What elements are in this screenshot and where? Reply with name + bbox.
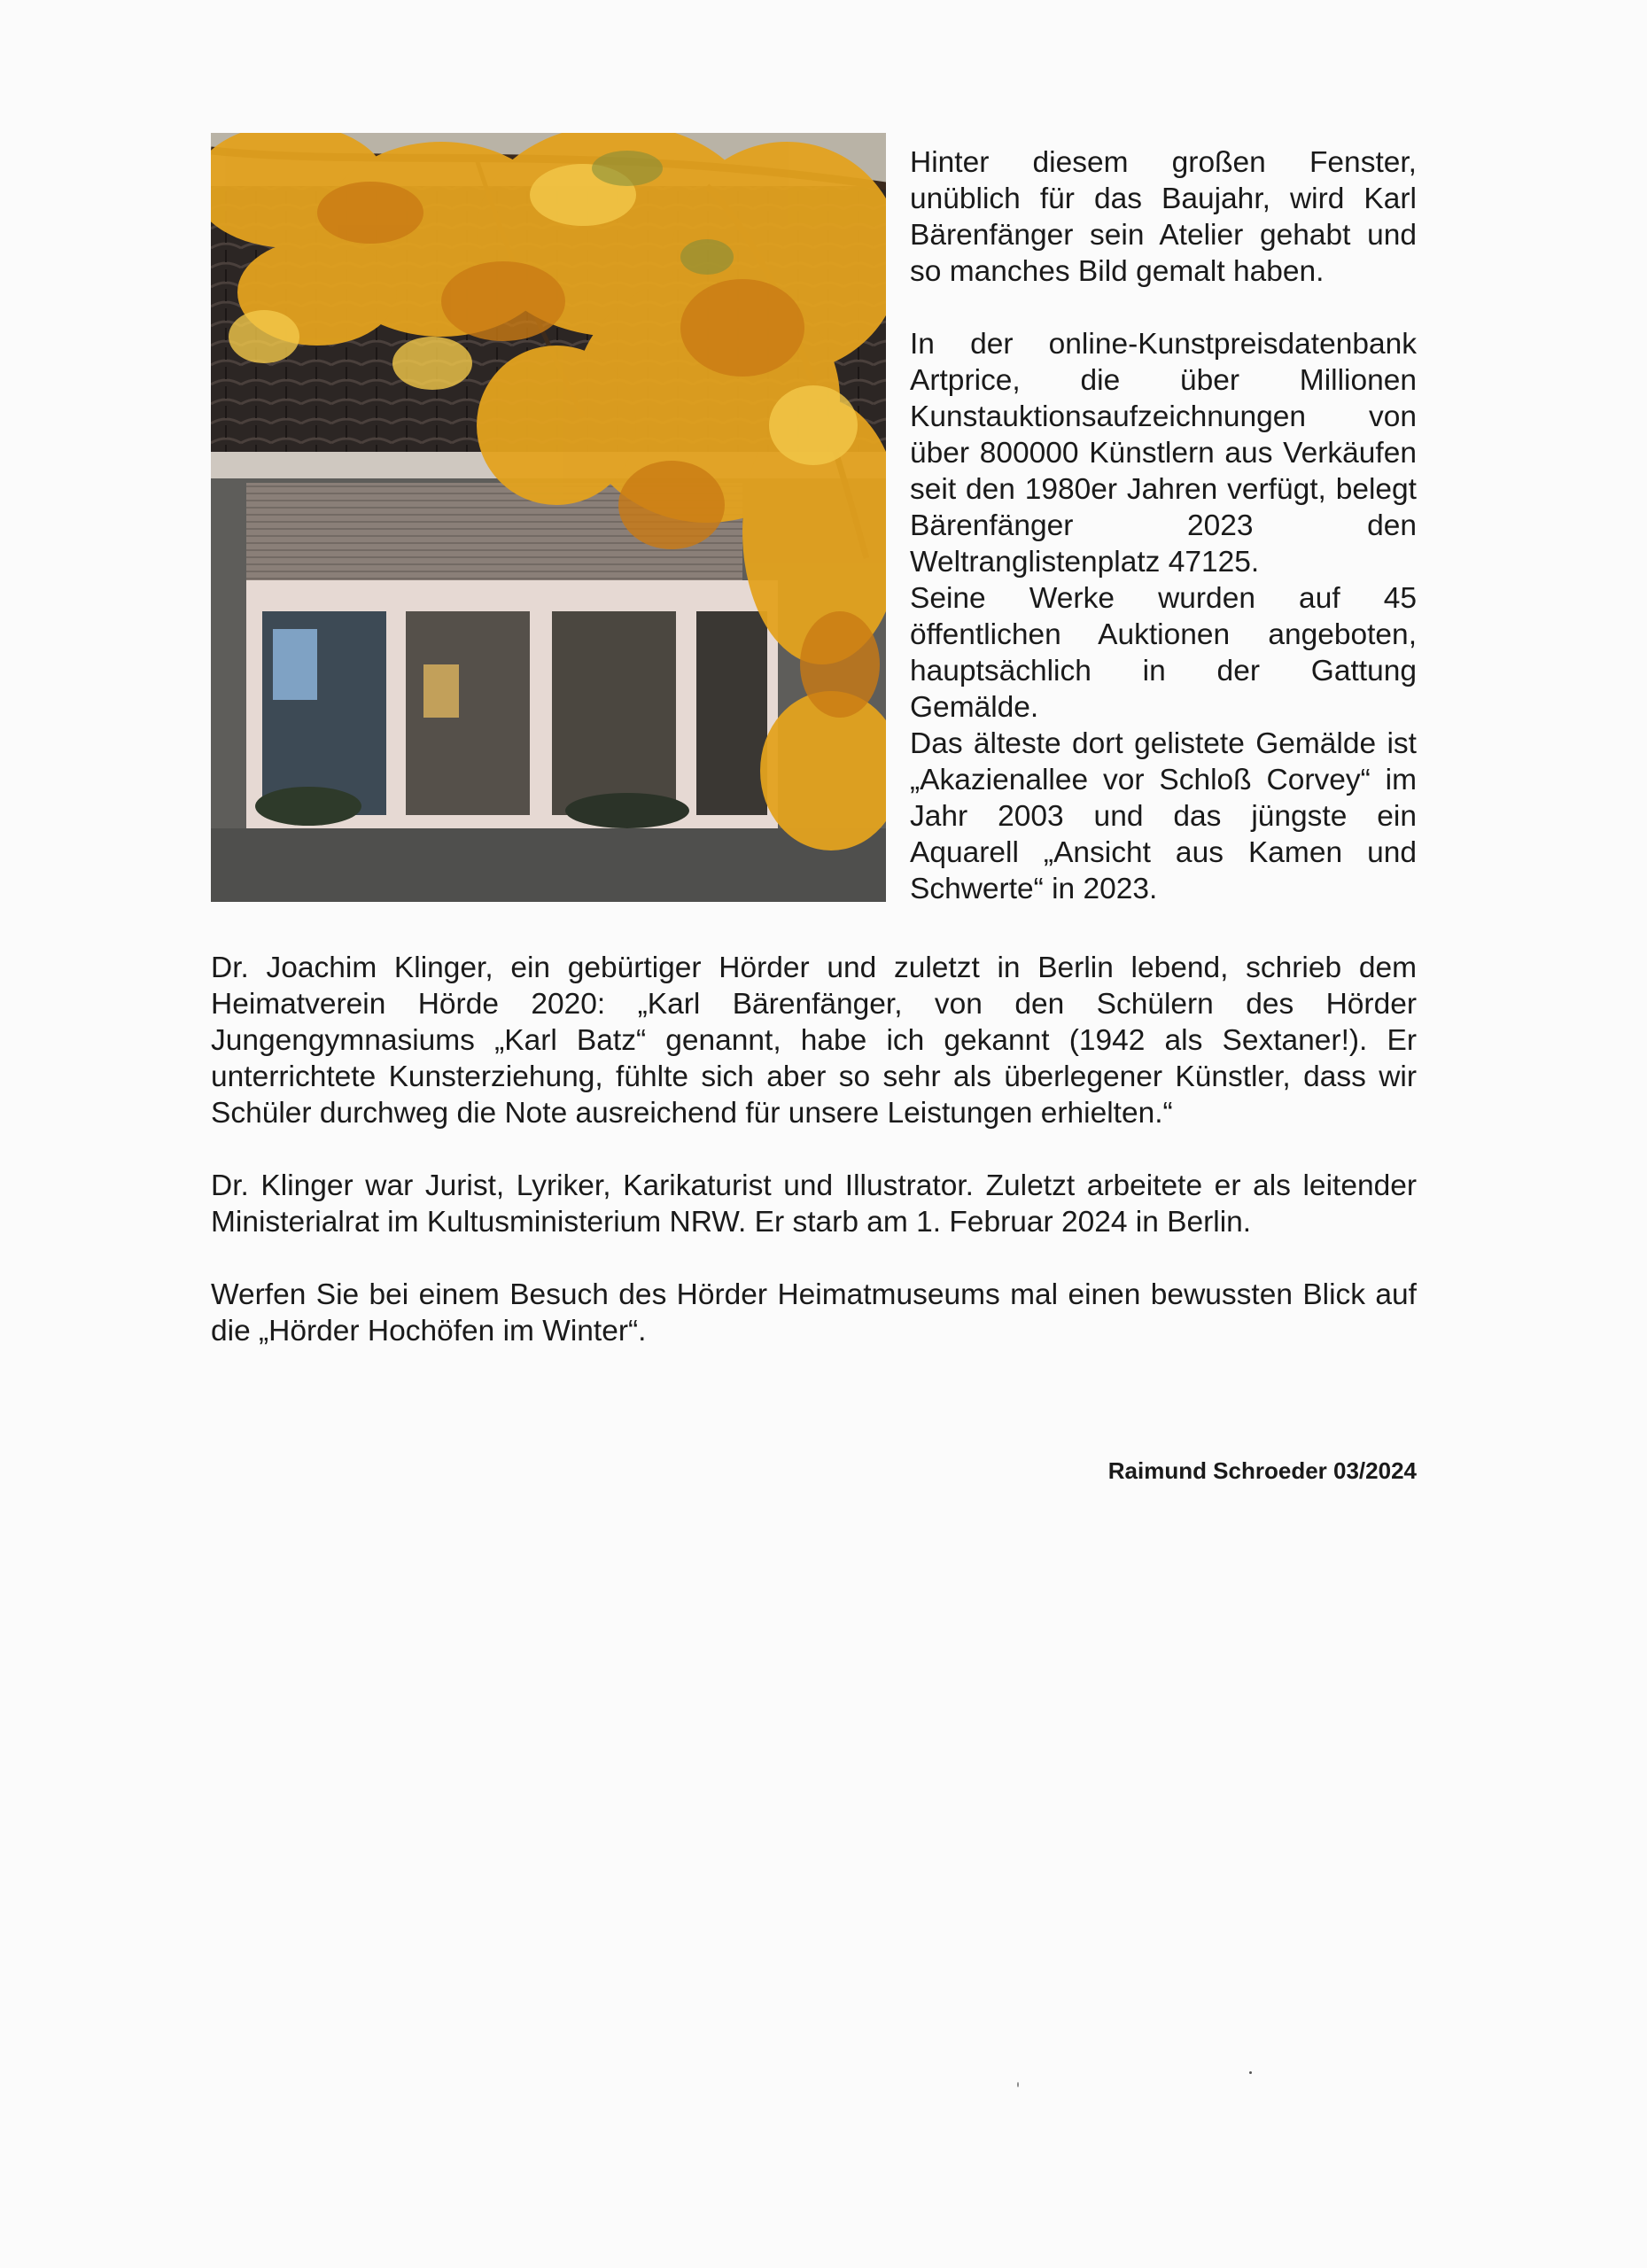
author-signature: Raimund Schroeder 03/2024 xyxy=(1107,1457,1417,1484)
scan-speck xyxy=(1249,2071,1252,2074)
side-text-column xyxy=(910,144,1417,907)
side-paragraph-auctions: Seine Werke wurden auf 45 öffentlichen Auktionen angeboten, hauptsächlich in der Gattung Gemälde. xyxy=(910,582,1417,724)
body-paragraph-museum-hint: Werfen Sie bei einem Besuch des Hörder Heimatmuseums mal einen bewussten Blick auf die „Hörder Hochöfen im Winter“. xyxy=(211,1278,1417,1348)
side-paragraph-window: Hinter diesem großen Fenster, unüblich für das Baujahr, wird Karl Bärenfänger sein Atelier gehabt und so manches Bild gemalt haben. xyxy=(910,146,1417,288)
side-paragraph-oldest-painting: Das älteste dort gelistete Gemälde ist „Akazienallee vor Schloß Corvey“ im Jahr 2003 und das jüngste ein Aquarell „Ansicht aus Kamen und Schwerte“ in 2023. xyxy=(910,727,1417,905)
scan-speck xyxy=(1017,2082,1019,2087)
house-window-photo xyxy=(211,133,886,902)
side-paragraph-artprice: In der online-Kunstpreisdatenbank Artprice, die über Millionen Kunstauktionsaufzeichnungen von über 800000 Künstlern aus Verkäufen seit den 1980er Jahren verfügt, belegt Bärenfänger 2023 den Weltranglistenplatz 47125. xyxy=(910,328,1417,579)
autumn-tree-window-image xyxy=(211,133,886,902)
body-text xyxy=(211,950,1417,1386)
body-paragraph-klinger-quote: Dr. Joachim Klinger, ein gebürtiger Hörder und zuletzt in Berlin lebend, schrieb dem Heimatverein Hörde 2020: „Karl Bärenfänger, von den Schülern des Hörder Jungengymnasiums „Karl Batz“ genannt, habe ich gekannt (1942 als Sextaner!). Er unterrichtete Kunsterziehung, fühlte sich aber so sehr als überlegener Künstler, dass wir Schüler durchweg die Note ausreichend für unsere Leistungen erhielten.“ xyxy=(211,951,1417,1130)
body-paragraph-klinger-bio: Dr. Klinger war Jurist, Lyriker, Karikaturist und Illustrator. Zuletzt arbeitete er als leitender Ministerialrat im Kultusministerium NRW. Er starb am 1. Februar 2024 in Berlin. xyxy=(211,1169,1417,1239)
